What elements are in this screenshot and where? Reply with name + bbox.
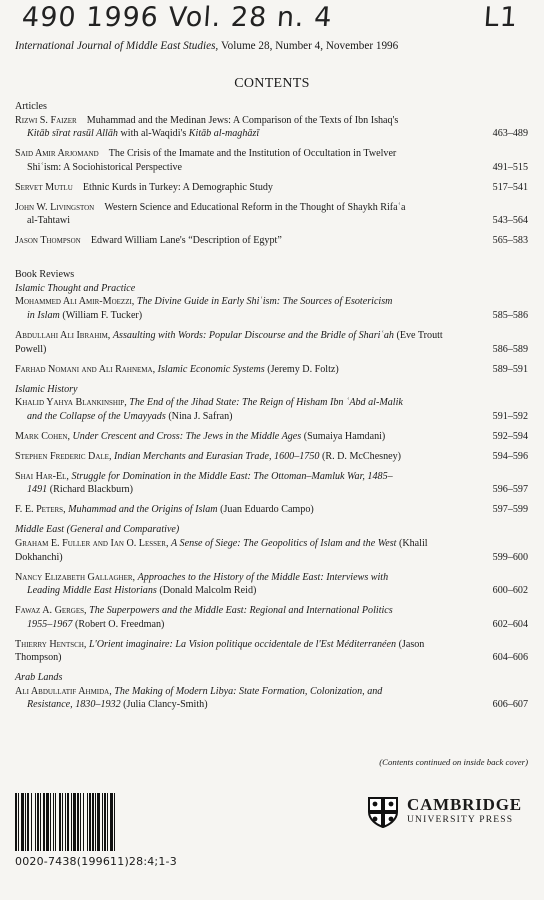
reviews-list: [15, 537, 528, 665]
review-author: Nancy Elizabeth Gallagher,: [15, 571, 136, 583]
review-entry: [15, 571, 528, 598]
journal-issue: Volume 28, Number 4, November 1996: [221, 40, 399, 52]
review-title: 1955–1967: [27, 618, 73, 630]
review-entry: [15, 638, 528, 665]
article-entry: [15, 201, 528, 228]
article-title-italic: Kitāb al-maghāzī: [188, 128, 260, 140]
reviews-list: [15, 295, 528, 376]
review-author: Graham E. Fuller and Ian O. Lesser,: [15, 537, 169, 549]
review-text: [15, 295, 468, 322]
reviewer: (Jason Thompson): [15, 638, 425, 664]
reviewer: (R. D. McChesney): [321, 450, 402, 462]
article-author: Servet Mutlu: [15, 181, 73, 193]
reviewer: (Eve Troutt Powell): [15, 330, 443, 355]
review-title: The Superpowers and the Middle East: Regional and International Politics: [89, 605, 393, 617]
review-text: [15, 450, 468, 464]
review-title: Resistance, 1830–1932: [27, 699, 121, 711]
review-entry: [15, 503, 528, 517]
article-title: The Crisis of the Imamate and the Institution of Occultation in Twelver: [108, 148, 397, 160]
review-title: The Making of Modern Libya: State Formation, Colonization, and: [114, 685, 383, 697]
review-title-cont: [15, 410, 456, 424]
reviews-list: [15, 685, 528, 712]
review-entry: [15, 604, 528, 631]
subsection-heading: Islamic Thought and Practice: [15, 282, 136, 294]
article-text: [15, 234, 468, 248]
review-author: Stephen Frederic Dale,: [15, 450, 112, 462]
review-title: Leading Middle East Historians: [27, 585, 157, 597]
review-entry: [15, 363, 528, 377]
page-range: 592–594: [492, 430, 528, 442]
review-entry: [15, 430, 528, 444]
review-title: The Divine Guide in Early Shiʿism: The Sources of Esotericism: [136, 296, 393, 308]
subsection-heading: Middle East (General and Comparative): [15, 524, 180, 536]
page-range: 565–583: [492, 235, 528, 247]
review-text: [15, 470, 468, 497]
review-title: Muhammad and the Origins of Islam: [68, 504, 218, 516]
review-title: Struggle for Domination in the Middle East: The Ottoman–Mamluk War, 1485–: [71, 470, 393, 482]
reviews-list: [15, 396, 528, 517]
review-author: Farhad Nomani and Ali Rahnema,: [15, 363, 156, 375]
review-title-cont: [15, 309, 456, 323]
review-title: The End of the Jihad State: The Reign of Hisham Ibn ʿAbd al-Malik: [129, 397, 403, 409]
review-title: A Sense of Siege: The Geopolitics of Islam and the West: [171, 537, 397, 549]
page-range: 543–564: [492, 215, 528, 227]
review-author: Mark Cohen,: [15, 430, 70, 442]
page-range: 597–599: [492, 504, 528, 516]
reviewer: (Donald Malcolm Reid): [159, 585, 257, 597]
review-title: Indian Merchants and Eurasian Trade, 1600–1750: [114, 450, 320, 462]
reviewer: (Jeremy D. Foltz): [267, 363, 339, 375]
article-author: John W. Livingston: [15, 201, 95, 213]
article-title: Western Science and Educational Reform in the Thought of Shaykh Rifaʿa: [104, 201, 406, 213]
page-range: 591–592: [492, 410, 528, 422]
barcode: [15, 793, 200, 851]
review-entry: [15, 396, 528, 423]
review-author: Shai Har-El,: [15, 470, 69, 482]
review-author: Ali Abdullatif Ahmida,: [15, 685, 112, 697]
article-text: [15, 181, 468, 195]
review-title: Approaches to the History of the Middle East: Interviews with: [137, 571, 389, 583]
handwritten-code: L1: [482, 2, 520, 33]
review-text: [15, 571, 468, 598]
review-author: Khalid Yahya Blankinship,: [15, 397, 127, 409]
publisher-logo: [367, 794, 537, 830]
review-text: [15, 503, 468, 517]
page-title: CONTENTS: [234, 76, 310, 91]
article-entry: [15, 147, 528, 174]
continued-note: (Contents continued on inside back cover): [379, 757, 528, 767]
articles-heading: Articles: [15, 101, 47, 112]
review-title: Under Crescent and Cross: The Jews in the Middle Ages: [72, 430, 302, 442]
review-title: Islamic Economic Systems: [157, 363, 265, 375]
handwritten-note: [21, 2, 533, 33]
article-title: Muhammad and the Medinan Jews: A Comparison of the Texts of Ibn Ishaq's: [86, 114, 399, 126]
publisher-name: CAMBRIDGE: [407, 795, 522, 814]
review-text: [15, 685, 468, 712]
review-title-cont: [15, 618, 456, 632]
article-entry: [15, 181, 528, 195]
page-range: 602–604: [492, 618, 528, 630]
review-title: Assaulting with Words: Popular Discourse and the Bridle of Shariʿah: [112, 330, 394, 342]
subsection-heading: Islamic History: [15, 383, 78, 395]
review-title: and the Collapse of the Umayyads: [27, 410, 166, 422]
table-of-contents: [15, 100, 528, 718]
shield-icon: [367, 796, 399, 828]
review-title: 1491: [27, 484, 48, 496]
page-range: 585–586: [492, 310, 528, 322]
article-text: [15, 201, 468, 228]
page-range: 606–607: [492, 699, 528, 711]
review-author: Abdullahi Ali Ibrahim,: [15, 330, 111, 342]
review-entry: [15, 450, 528, 464]
review-author: Fawaz A. Gerges,: [15, 605, 87, 617]
page-range: 463–489: [492, 128, 528, 140]
page-range: 586–589: [492, 343, 528, 355]
reviewer: (Khalil Dokhanchi): [15, 537, 428, 563]
article-text: [15, 147, 468, 174]
review-entry: [15, 295, 528, 322]
review-text: [15, 604, 468, 631]
page-range: 599–600: [492, 551, 528, 563]
article-title-plain: with al-Waqidi's: [117, 128, 189, 140]
article-text: [15, 114, 468, 141]
subsection-heading: Arab Lands: [15, 672, 63, 684]
article-title-italic: Kitāb sīrat rasūl Allāh: [27, 128, 118, 140]
book-reviews-heading: Book Reviews: [15, 269, 75, 281]
reviewer: (Julia Clancy-Smith): [123, 699, 208, 711]
review-text: [15, 537, 468, 564]
article-author: Rizwi S. Faizer: [15, 114, 77, 126]
article-title-cont: [15, 127, 456, 141]
review-title-cont: [15, 698, 456, 712]
article-entry: [15, 234, 528, 248]
reviewer: (Sumaiya Hamdani): [303, 430, 386, 442]
article-title-cont: al-Tahtawi: [27, 215, 71, 227]
article-author: Jason Thompson: [15, 235, 81, 247]
reviewer: (William F. Tucker): [62, 310, 143, 322]
article-entry: [15, 114, 528, 141]
review-text: [15, 396, 468, 423]
review-text: [15, 430, 468, 444]
page-range: 491–515: [492, 161, 528, 173]
page-range: 594–596: [492, 450, 528, 462]
article-title-cont: Shiʿism: A Sociohistorical Perspective: [27, 161, 183, 173]
reviewer: (Juan Eduardo Campo): [220, 504, 314, 516]
article-author: Said Amir Arjomand: [15, 148, 99, 160]
article-title: Edward William Lane's “Description of Egypt”: [90, 235, 282, 247]
review-author: F. E. Peters,: [15, 504, 66, 516]
review-author: Thierry Hentsch,: [15, 638, 87, 650]
articles-list: [15, 114, 528, 248]
review-text: [15, 329, 468, 356]
review-entry: [15, 470, 528, 497]
page-range: 600–602: [492, 585, 528, 597]
review-entry: [15, 685, 528, 712]
review-title-cont: [15, 584, 456, 598]
review-text: [15, 638, 468, 665]
handwritten-reference: 490 1996 Vol. 28 n. 4: [20, 2, 334, 33]
review-title: in Islam: [27, 310, 60, 322]
publisher-sub: UNIVERSITY PRESS: [407, 815, 514, 825]
review-text: [15, 363, 468, 377]
page-range: 596–597: [492, 484, 528, 496]
reviewer: (Richard Blackburn): [49, 484, 133, 496]
review-title-cont: [15, 483, 456, 497]
page-range: 604–606: [492, 652, 528, 664]
journal-name: International Journal of Middle East Studies,: [15, 40, 219, 52]
page-range: 517–541: [492, 181, 528, 193]
article-title: Ethnic Kurds in Turkey: A Demographic Study: [82, 181, 273, 193]
barcode-number: 0020-7438(199611)28:4;1-3: [15, 855, 177, 868]
journal-line: [15, 40, 398, 52]
review-entry: [15, 537, 528, 564]
review-title: L'Orient imaginaire: La Vision politique occidentale de l'Est Méditerranéen: [88, 638, 397, 650]
review-author: Mohammed Ali Amir-Moezzi,: [15, 296, 135, 308]
reviewer: (Nina J. Safran): [168, 410, 233, 422]
review-entry: [15, 329, 528, 356]
page-range: 589–591: [492, 363, 528, 375]
reviewer: (Robert O. Freedman): [74, 618, 165, 630]
